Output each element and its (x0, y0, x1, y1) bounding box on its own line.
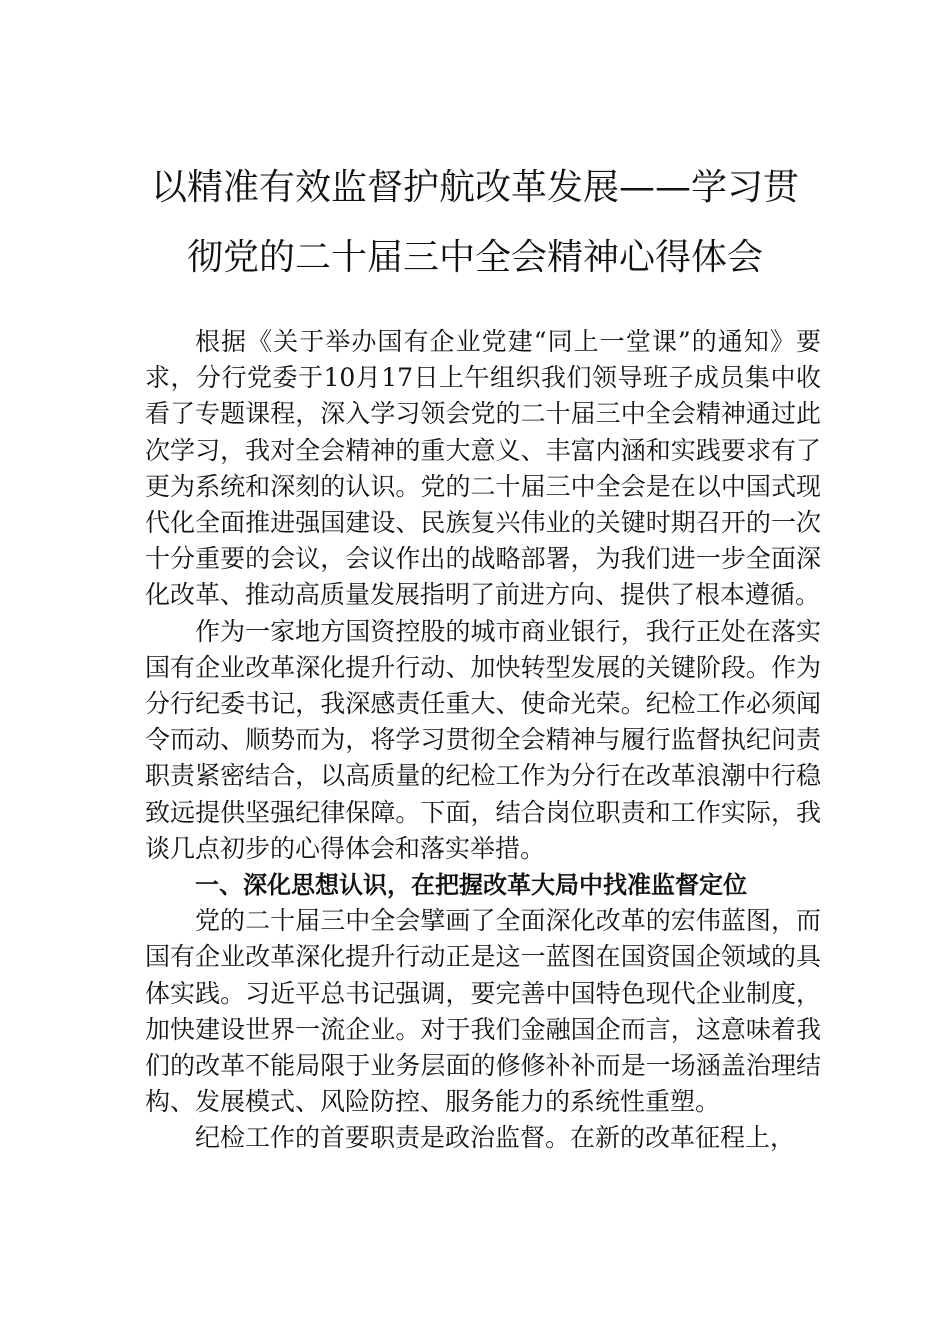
paragraph-context: 作为一家地方国资控股的城市商业银行，我行正处在落实国有企业改革深化提升行动、加快转型发展的关键阶段。作为分行纪委书记，我深感责任重大、使命光荣。纪检工作必须闻令而动、顺势而为，将学习贯彻全会精神与履行监督执纪问责职责紧密结合，以高质量的纪检工作为分行在改革浪潮中行稳致远提供坚强纪律保障。下面，结合岗位职责和工作实际，我谈几点初步的心得体会和落实举措。 (145, 616, 821, 863)
paragraph-section1-1: 党的二十届三中全会擘画了全面深化改革的宏伟蓝图，而国有企业改革深化提升行动正是这一蓝图在国资国企领域的具体实践。习近平总书记强调，要完善中国特色现代企业制度，加快建设世界一流企业。对于我们金融国企而言，这意味着我们的改革不能局限于业务层面的修修补补而是一场涵盖治理结构、发展模式、风险防控、服务能力的系统性重塑。 (145, 906, 821, 1117)
paragraph-section1-2: 纪检工作的首要职责是政治监督。在新的改革征程上， (195, 1123, 796, 1153)
section-heading-1: 一、深化思想认识，在把握改革大局中找准监督定位 (195, 871, 747, 900)
paragraph-intro: 根据《关于举办国有企业党建“同上一堂课”的通知》要求，分行党委于10月17日上午组织我们领导班子成员集中收看了专题课程，深入学习领会党的二十届三中全会精神通过此次学习，我对全会精神的重大意义、丰富内涵和实践要求有了更为系统和深刻的认识。党的二十届三中全会是在以中国式现代化全面推进强国建设、民族复兴伟业的关键时期召开的一次十分重要的会议，会议作出的战略部署，为我们进一步全面深化改革、推动高质量发展指明了前进方向、提供了根本遵循。 (145, 327, 821, 610)
document-body (145, 324, 821, 1157)
document-title-line-1: 以精准有效监督护航改革发展——学习贯 (150, 167, 799, 208)
document-title-line-2: 彻党的二十届三中全会精神心得体会 (186, 237, 763, 278)
